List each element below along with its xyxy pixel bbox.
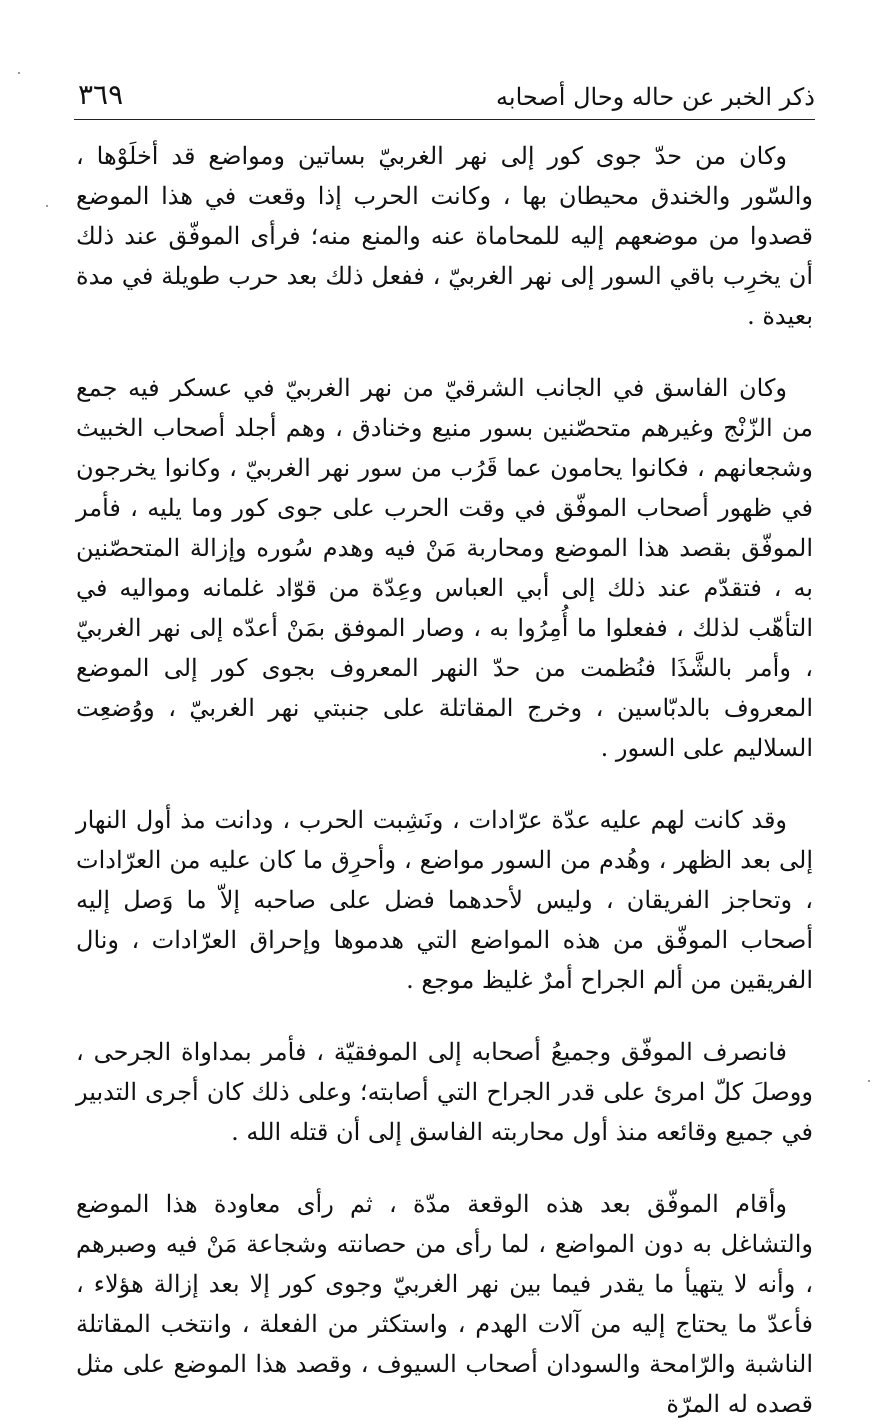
paragraph-4: فانصرف الموفّق وجميعُ أصحابه إلى الموفقيّة ، فأمر بمداواة الجرحى ، ووصلَ كلّ امرئ على قدر الجراح التي أصابته؛ وعلى ذلك كان أجرى التدبير في جميع وقائعه منذ أول محاربته الفاسق إلى أن قتله الله . (76, 1038, 813, 1146)
paragraph-3: وقد كانت لهم عليه عدّة عرّادات ، ونَشِبت الحرب ، ودانت مذ أول النهار إلى بعد الظهر ، وهُدم من السور مواضع ، وأحرِق ما كان عليه من العرّادات ، وتحاجز الفريقان ، وليس لأحدهما فضل على صاحبه إلاّ ما وَصل إليه أصحاب الموفّق من هذه المواضع التي هدموها وإحراق العرّادات ، ونال الفريقين من ألم الجراح أمرٌ غليظ موجع . (76, 806, 814, 994)
margin-speck (46, 205, 48, 207)
page-number: ٣٦٩ (78, 78, 124, 111)
header-divider (74, 119, 815, 120)
chapter-title: ذكر الخبر عن حاله وحال أصحابه (496, 83, 815, 111)
margin-speck (868, 1080, 870, 1082)
running-header (74, 74, 815, 118)
body-text (76, 136, 813, 1424)
margin-speck (18, 72, 20, 74)
paragraph-2: وكان الفاسق في الجانب الشرقيّ من نهر الغربيّ في عسكر فيه جمع من الزّنْج وغيرهم متحصّنين بسور منيع وخنادق ، وهم أجلد أصحاب الخبيث وشجعانهم ، فكانوا يحامون عما قَرُب من سور نهر الغربيّ ، وكانوا يخرجون في ظهور أصحاب الموفّق في وقت الحرب على جوى كور وما يليه ، فأمر الموفّق بقصد هذا الموضع ومحاربة مَنْ فيه وهدم سُوره وإزالة المتحصّنين به ، فتقدّم عند ذلك إلى أبي العباس وعِدّة من قوّاد غلمانه ومواليه في التأهّب لذلك ، ففعلوا ما أُمِرُوا به ، وصار الموفق بمَنْ أعدّه إلى نهر الغربيّ ، وأمر بالشَّذَا فنُظمت من حدّ النهر المعروف بجوى كور إلى الموضع المعروف بالدبّاسين ، وخرج المقاتلة على جنبتي نهر الغربيّ ، ووُضعِت السلاليم على السور . (76, 374, 813, 762)
paragraph-5: وأقام الموفّق بعد هذه الوقعة مدّة ، ثم رأى معاودة هذا الموضع والتشاغل به دون المواضع ، لما رأى من حصانته وشجاعة مَنْ فيه وصبرهم ، وأنه لا يتهيأ ما يقدر فيما بين نهر الغربيّ وجوى كور إلا بعد إزالة هؤلاء ، فأعدّ ما يحتاج إليه من آلات الهدم ، واستكثر من الفعلة ، وانتخب المقاتلة الناشبة والرّامحة والسودان أصحاب السيوف ، وقصد هذا الموضع على مثل قصده له المرّة (76, 1190, 813, 1418)
paragraph-1: وكان من حدّ جوى كور إلى نهر الغربيّ بساتين ومواضع قد أخلَوْها ، والسّور والخندق محيطان بها ، وكانت الحرب إذا وقعت في هذا الموضع قصدوا من موضعهم إليه للمحاماة عنه والمنع منه؛ فرأى الموفّق عند ذلك أن يخرِب باقي السور إلى نهر الغربيّ ، ففعل ذلك بعد حرب طويلة في مدة بعيدة . (76, 142, 813, 330)
